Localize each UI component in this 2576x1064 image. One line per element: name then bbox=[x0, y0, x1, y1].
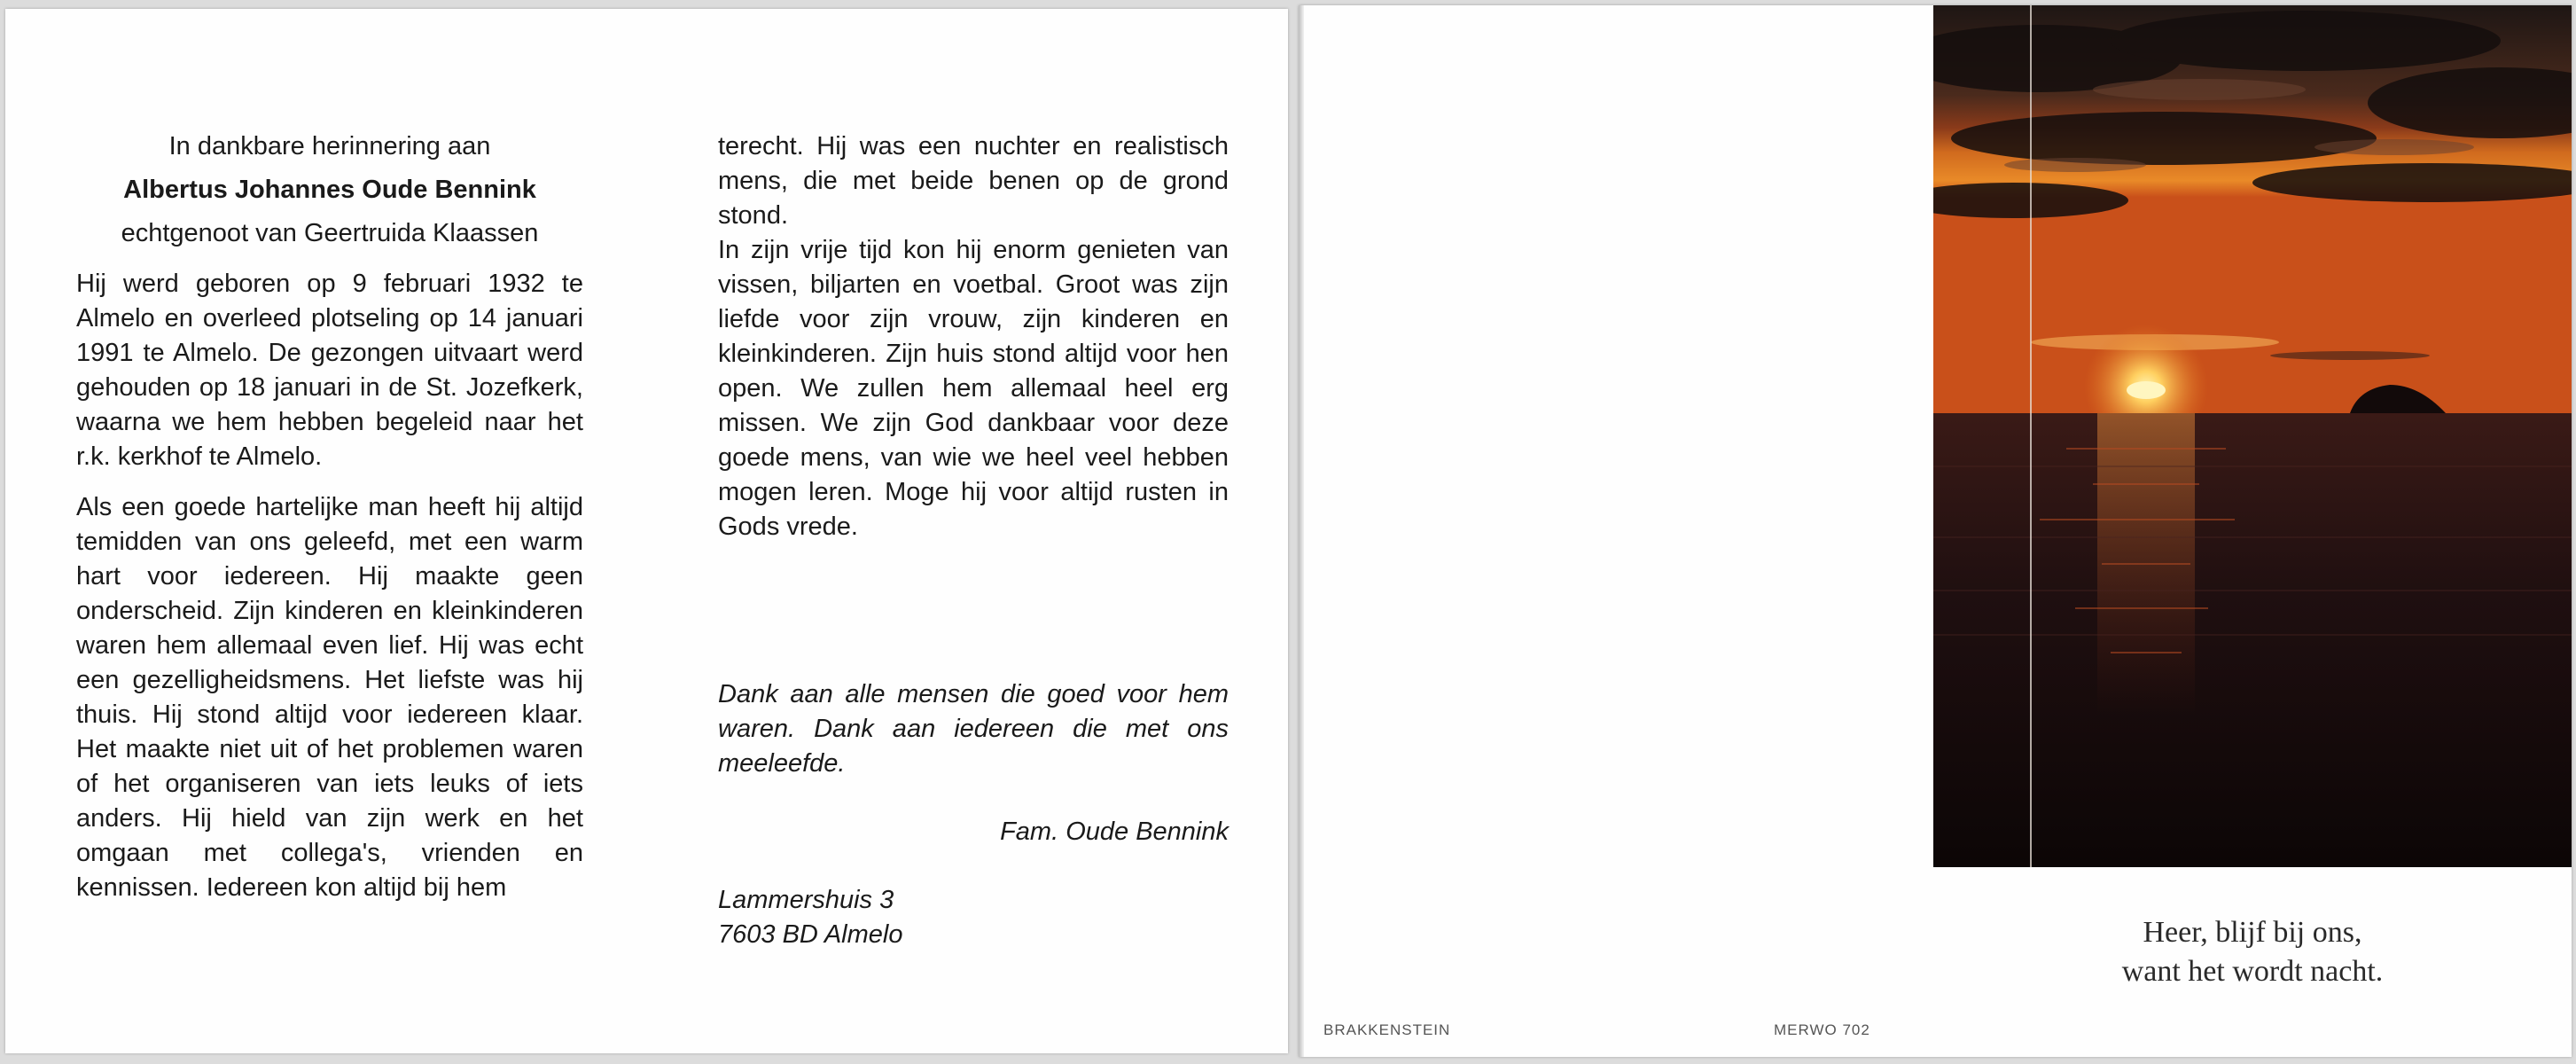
sunset-photo bbox=[1933, 5, 2572, 867]
memorial-card-inner bbox=[5, 9, 1288, 1053]
publisher-imprint: BRAKKENSTEIN bbox=[1323, 1021, 1451, 1038]
biography-paragraph-1: Hij werd geboren op 9 februari 1932 te Almelo en overleed plotseling op 14 januari 1991 te Almelo. De gezongen uitvaart werd gehouden op 18 januari in de St. Jozefkerk, waarna we hem hebben begeleid naar het r.k. kerkhof te Almelo. bbox=[76, 270, 583, 471]
middle-column bbox=[718, 129, 1229, 952]
address-line-2: 7603 BD Almelo bbox=[718, 920, 903, 949]
verse-text bbox=[1933, 913, 2572, 991]
verse-line-1: Heer, blijf bij ons, bbox=[2143, 916, 2362, 949]
address-line-1: Lammershuis 3 bbox=[718, 886, 894, 914]
intro-text: In dankbare herinnering aan bbox=[168, 132, 491, 160]
left-column bbox=[76, 129, 583, 905]
fold-crease bbox=[1299, 5, 1304, 1057]
spouse-text: echtgenoot van Geertruida Klaassen bbox=[121, 219, 539, 247]
biography-paragraph-2: Als een goede hartelijke man heeft hij altijd temidden van ons geleefd, met een warm hart voor iedereen. Hij maakte geen onderscheid. Zijn kinderen en kleinkinderen waren hem allemaal even lief. Hij was echt een gezelligheidsmens. Het liefste was hij thuis. Hij stond altijd voor iedereen klaar. Het maakte niet uit of het problemen waren of het organiseren van iets leuks of iets anders. Hij hield van zijn werk en het omgaan met collega's, vrienden en kennissen. Iedereen kon altijd bij hem bbox=[76, 493, 583, 902]
product-code: MERWO 702 bbox=[1774, 1021, 1870, 1038]
verse-line-2: want het wordt nacht. bbox=[2121, 955, 2384, 988]
memorial-card-cover bbox=[1299, 5, 2572, 1057]
biography-paragraph-4: In zijn vrije tijd kon hij enorm genieten van vissen, biljarten en voetbal. Groot was zijn liefde voor zijn vrouw, zijn kinderen en kleinkinderen. Zijn huis stond altijd voor hen open. We zullen hem allemaal heel erg missen. We zijn God dankbaar voor deze goede mens, van wie we heel veel hebben mogen leren. Moge hij voor altijd rusten in Gods vrede. bbox=[718, 236, 1229, 541]
deceased-name: Albertus Johannes Oude Bennink bbox=[123, 176, 536, 204]
biography-paragraph-3: terecht. Hij was een nuchter en realistisch mens, die met beide benen op de grond stond. bbox=[718, 132, 1229, 230]
thanks-text: Dank aan alle mensen die goed voor hem waren. Dank aan iedereen die met ons meeleefde. bbox=[718, 680, 1229, 778]
family-signature: Fam. Oude Bennink bbox=[1000, 818, 1229, 846]
sunset-sea-illustration bbox=[1933, 5, 2572, 867]
